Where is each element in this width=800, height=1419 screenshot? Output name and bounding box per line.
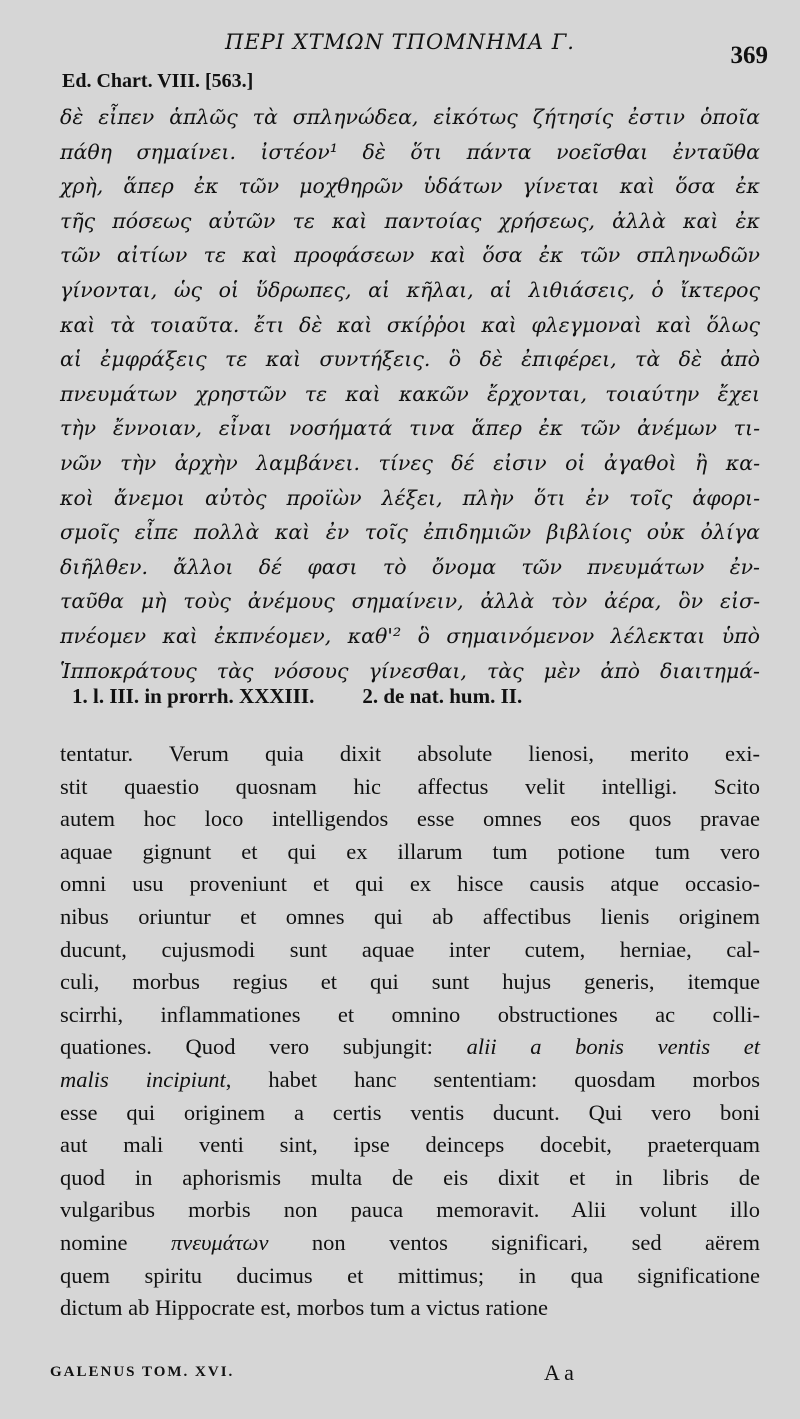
latin-span: culi, morbus regius et qui sunt hujus generis, itemque [60,969,760,995]
greek-line: νῶν τὴν ἀρχὴν λαμβάνει. τίνες δέ εἰσιν οἱ ἀγαθοὶ ἢ κα- [60,450,760,475]
latin-span: omni usu proveniunt et qui ex hisce causis atque occasio- [60,871,760,897]
footnote-2: 2. de nat. hum. II. [362,684,523,708]
greek-line: πνέομεν καὶ ἐκπνέομεν, καθ'² ὃ σημαινόμενον λέλεκται ὑπὸ [60,623,760,648]
latin-line [60,1129,760,1162]
latin-line [60,738,760,771]
latin-line [60,1260,760,1293]
signature-mark: A a [544,1360,574,1385]
greek-line: διῆλθεν. ἄλλοι δέ φασι τὸ ὄνομα τῶν πνευμάτων ἐν- [60,554,760,579]
latin-line [60,1194,760,1227]
greek-line: πνευμάτων χρηστῶν τε καὶ κακῶν ἔρχονται, τοιαύτην ἔχει [60,381,760,406]
latin-span: scirrhi, inflammationes et omnino obstructiones ac colli- [60,1001,760,1027]
greek-line: Ἱπποκράτους τὰς νόσους γίνεσθαι, τὰς μὲν ἀπὸ διαιτημά- [60,658,760,683]
latin-line [60,1097,760,1130]
latin-span: nibus oriuntur et omnes qui ab affectibus lienis originem [60,903,760,929]
greek-line: τὴν ἔννοιαν, εἶναι νοσήματά τινα ἅπερ ἐκ τῶν ἀνέμων τι- [60,416,760,441]
latin-span: stit quaestio quosnam hic affectus velit intelligi. Scito [60,773,760,799]
latin-line [60,966,760,999]
latin-italic-span: alii a bonis ventis et [466,1034,760,1060]
latin-italic-span: malis incipiunt [60,1066,226,1092]
latin-span: quationes. Quod vero subjungit: [60,1034,467,1060]
latin-line [60,1064,760,1097]
latin-text-block [60,738,760,1325]
latin-line [60,1031,760,1064]
latin-span: quod in aphorismis multa de eis dixit et in libris de [60,1164,760,1190]
running-title: ΠΕΡΙ ΧΤΜΩΝ ΤΠΟΜΝΗΜΑ Γ. [225,30,575,54]
latin-line [60,836,760,869]
latin-line [60,934,760,967]
footnotes [72,684,752,709]
greek-line: χρὴ, ἅπερ ἐκ τῶν μοχθηρῶν ὑδάτων γίνεται καὶ ὅσα ἐκ [60,174,760,199]
latin-span: esse qui originem a certis ventis ducunt. Qui vero boni [60,1099,760,1125]
latin-span: dictum ab Hippocrate est, morbos tum a victus ratione [60,1295,549,1321]
greek-text-block [60,100,760,688]
edition-reference: Ed. Chart. VIII. [563.] [62,70,254,92]
page-number: 369 [730,42,768,69]
latin-line [60,1227,760,1260]
latin-line [60,999,760,1032]
greek-line: κοὶ ἄνεμοι αὐτὸς προϊὼν λέξει, πλὴν ὅτι ἐν τοῖς ἀφορι- [60,485,760,510]
greek-line: δὲ εἶπεν ἁπλῶς τὰ σπληνώδεα, εἰκότως ζήτησίς ἐστιν ὁποῖα [60,105,760,129]
greek-line: τῆς πόσεως αὐτῶν τε καὶ παντοίας χρήσεως, ἀλλὰ καὶ ἐκ [60,208,760,233]
greek-line: αἱ ἐμφράξεις τε καὶ συντήξεις. ὃ δὲ ἐπιφέρει, τὰ δὲ ἀπὸ [60,347,760,372]
footnote-1: 1. l. III. in prorrh. XXXIII. [72,684,315,708]
signature-line: GALENUS TOM. XVI. [50,1364,235,1380]
latin-span: non ventos significari, sed aërem [268,1229,760,1255]
latin-span: tentatur. Verum quia dixit absolute lienosi, merito exi- [60,741,760,766]
latin-line [60,1292,760,1325]
latin-span: , habet hanc sententiam: quosdam morbos [225,1066,760,1092]
latin-line [60,868,760,901]
latin-italic-span: πνευμάτων [170,1229,269,1255]
greek-line: σμοῖς εἶπε πολλὰ καὶ ἐν τοῖς ἐπιδημιῶν βιβλίοις οὐκ ὀλίγα [60,520,760,545]
greek-line: γίνονται, ὡς οἱ ὕδρωπες, αἱ κῆλαι, αἱ λιθιάσεις, ὁ ἴκτερος [60,277,760,302]
latin-line [60,803,760,836]
latin-line [60,1162,760,1195]
latin-span: vulgaribus morbis non pauca memoravit. Alii volunt illo [60,1197,760,1223]
greek-line: καὶ τὰ τοιαῦτα. ἔτι δὲ καὶ σκίῤῥοι καὶ φλεγμοναὶ καὶ ὅλως [60,312,760,337]
greek-line: ταῦθα μὴ τοὺς ἀνέμους σημαίνειν, ἀλλὰ τὸν ἀέρα, ὃν εἰσ- [60,589,760,614]
latin-span: aquae gignunt et qui ex illarum tum potione tum vero [60,838,760,864]
greek-line: τῶν αἰτίων τε καὶ προφάσεων καὶ ὅσα ἐκ τῶν σπληνωδῶν [60,243,760,268]
latin-span: nomine [60,1229,171,1255]
greek-line: πάθη σημαίνει. ἰστέον¹ δὲ ὅτι πάντα νοεῖσθαι ἐνταῦθα [60,139,760,164]
latin-span: quem spiritu ducimus et mittimus; in qua significatione [60,1262,760,1288]
latin-span: autem hoc loco intelligendos esse omnes eos quos pravae [60,806,760,832]
latin-line [60,901,760,934]
latin-span: aut mali venti sint, ipse deinceps docebit, praeterquam [60,1132,760,1158]
latin-line [60,771,760,804]
latin-span: ducunt, cujusmodi sunt aquae inter cutem, herniae, cal- [60,936,760,962]
